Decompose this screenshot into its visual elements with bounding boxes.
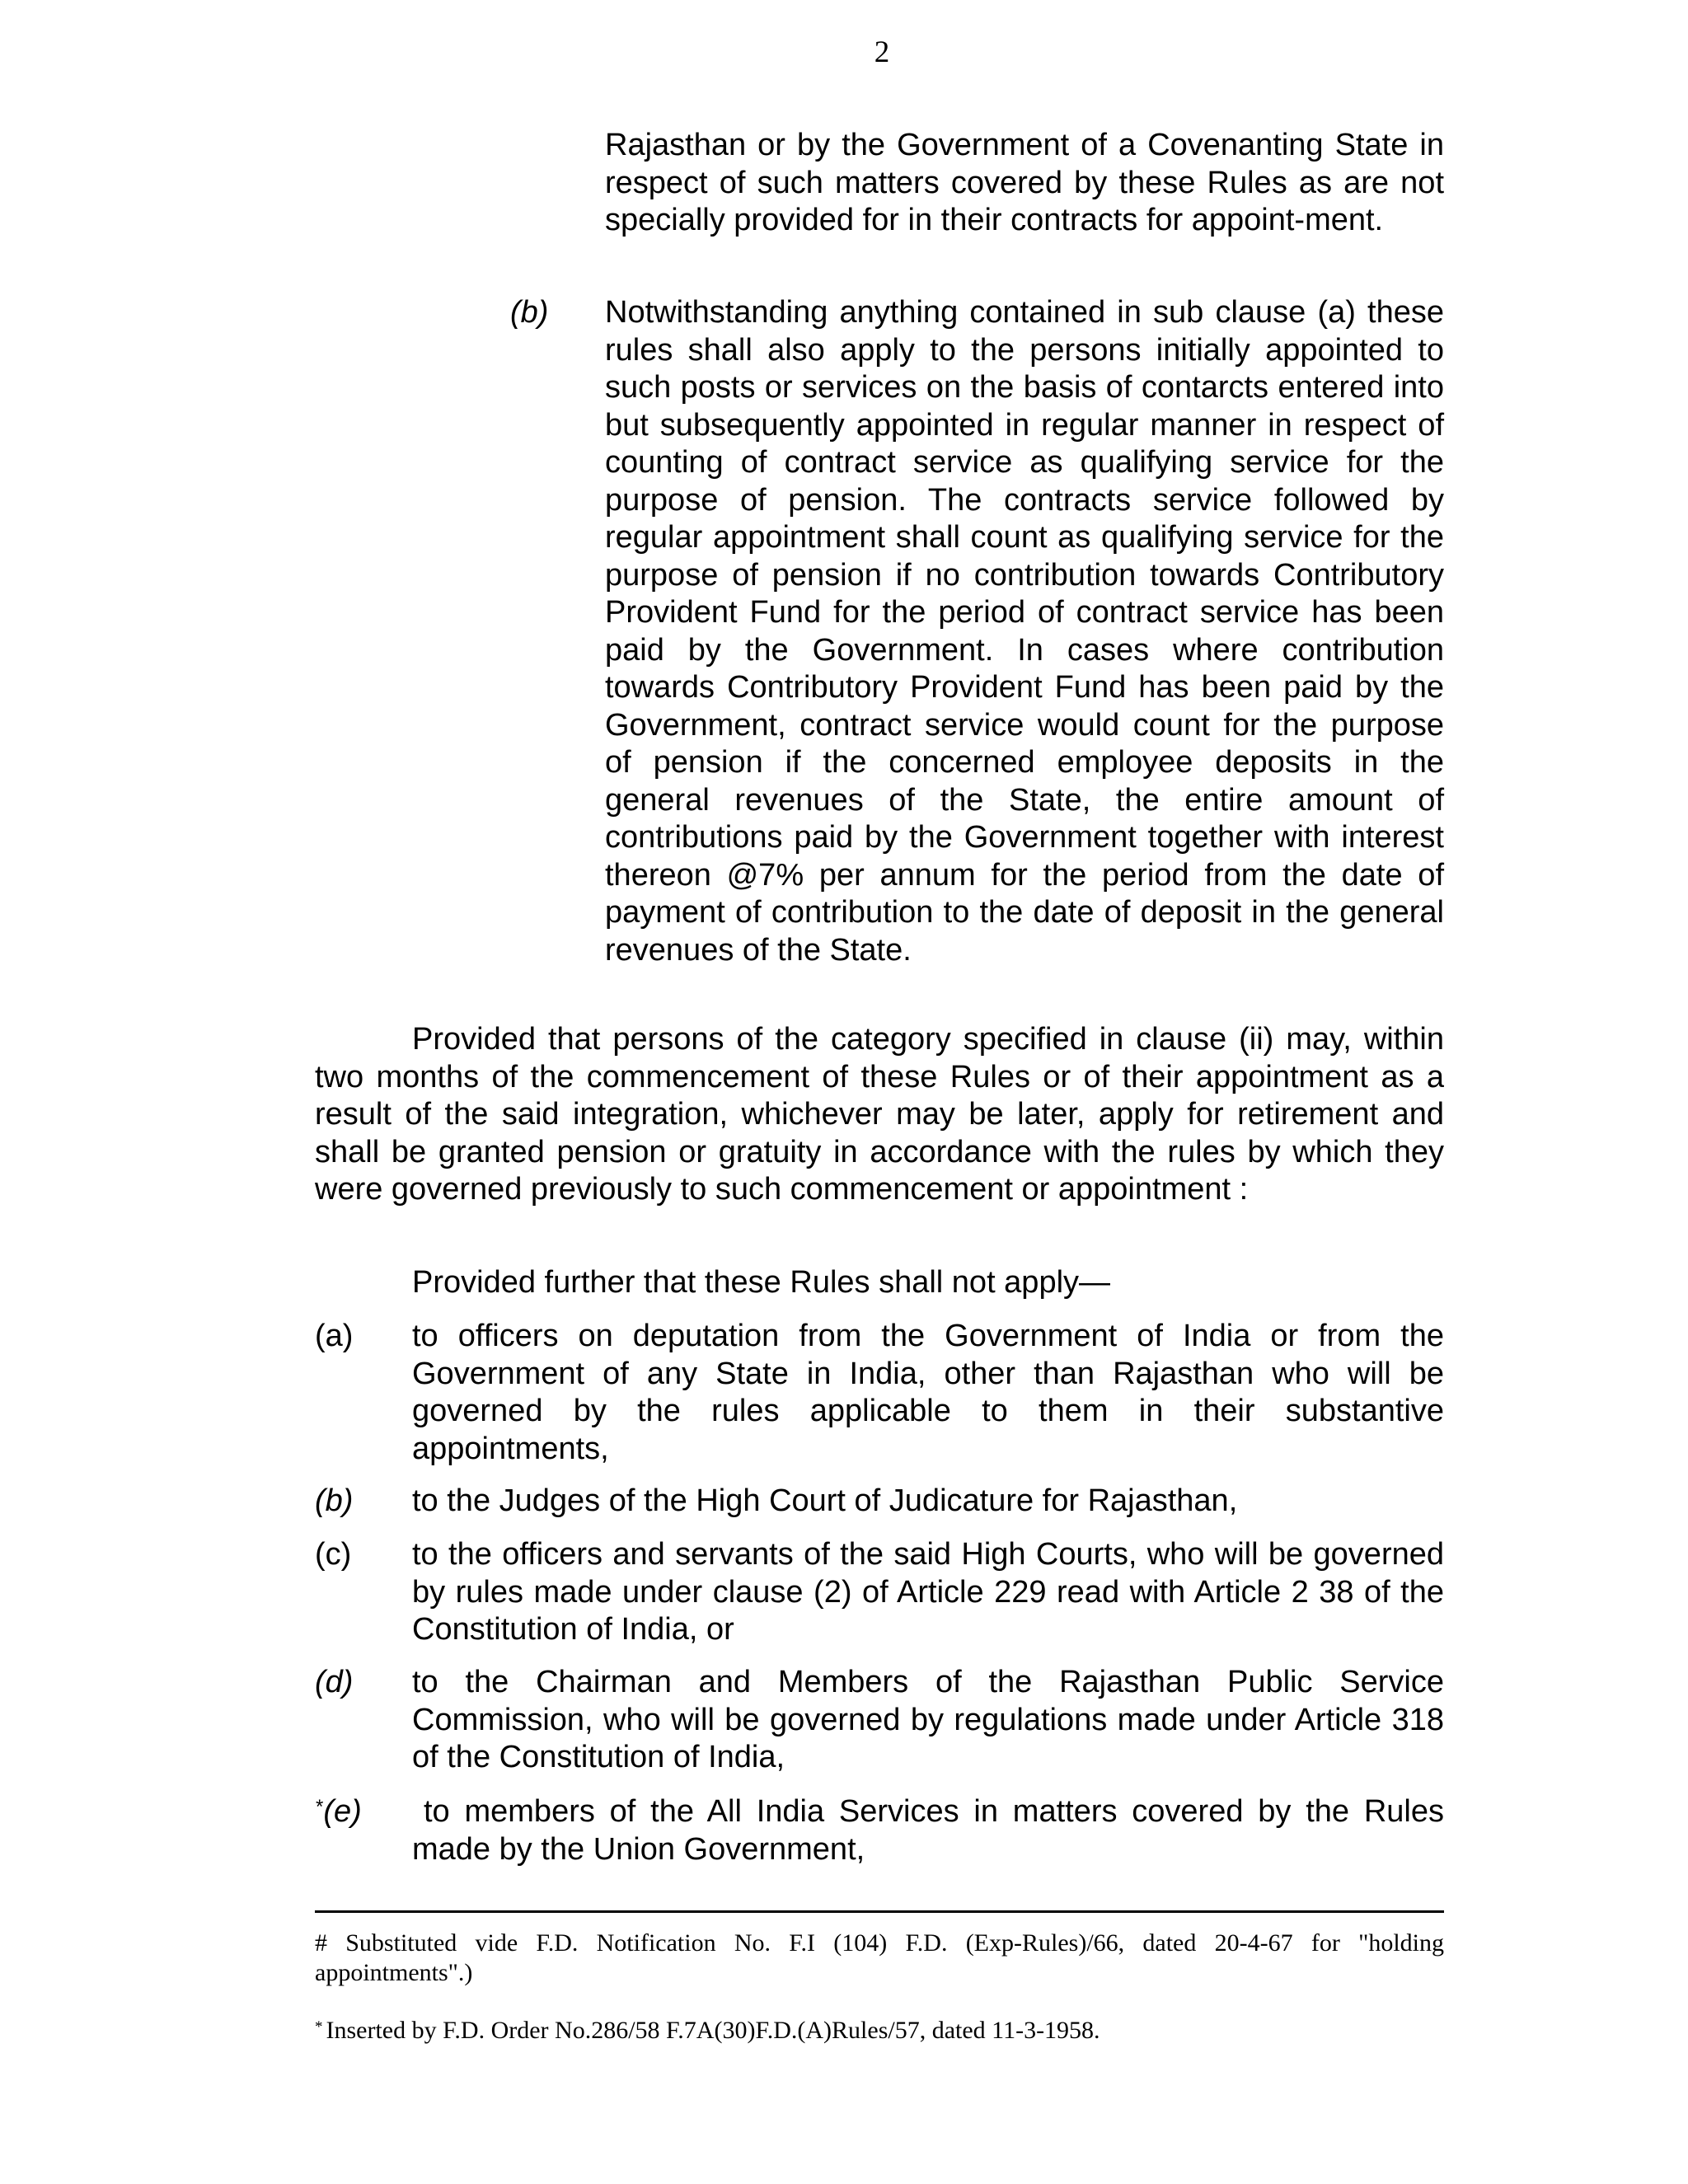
exclusion-e-marker: * [315, 1796, 323, 1818]
footnote-hash: # Substituted vide F.D. Notification No. F.I (104) F.D. (Exp-Rules)/66, dated 20-4-67 for "holding appointments".) [315, 1929, 1444, 1986]
clause-b-text: Notwithstanding anything contained in sub clause (a) these rules shall also apply to the persons initially appointed to such posts or services on the basis of contarcts entered into but subsequently appointed in regular manner in respect of counting of contract service as qualifying service for the purpose of pension. The contracts service followed by regular appointment shall count as qualifying service for the purpose of pension if no contribution towards Contributory Provident Fund for the period of contract service has been paid by the Government. In cases where contribution towards Contributory Provident Fund has been paid by the Government, contract service would count for the purpose of pension if the concerned employee deposits in the general revenues of the State, the entire amount of contributions paid by the Government together with interest thereon @7% per annum for the period from the date of payment of contribution to the date of deposit in the general revenues of the State. [605, 295, 1444, 968]
page-number: 2 [874, 35, 890, 69]
exclusion-c-label: (c) [315, 1537, 352, 1572]
exclusion-b-text: to the Judges of the High Court of Judicature for Rajasthan, [412, 1483, 1238, 1518]
footnote-star-marker: * [315, 2018, 323, 2036]
proviso-2-text: Provided further that these Rules shall not apply— [412, 1265, 1111, 1300]
clause-b-label: (b) [510, 295, 549, 330]
exclusion-a-label: (a) [315, 1319, 354, 1353]
clause-a-continued-text: Rajasthan or by the Government of a Covenanting State in respect of such matters covered by these Rules as are not specially provided for in their contracts for appoint-ment. [605, 128, 1444, 237]
proviso-1-text: Provided that persons of the category specified in clause (ii) may, within two months of the commencement of these Rules or of their appointment as a result of the said integration, whichever may be later, apply for retirement and shall be granted pension or gratuity in accordance with the rules by which they were governed previously to such commencement or appointment : [315, 1022, 1444, 1207]
exclusion-b-label: (b) [315, 1483, 354, 1518]
exclusion-d-text: to the Chairman and Members of the Rajasthan Public Service Commission, who will be governed by regulations made under Article 318 of the Constitution of India, [412, 1665, 1444, 1774]
footnote-separator [315, 1910, 1444, 1913]
exclusion-d-label: (d) [315, 1665, 354, 1699]
exclusion-e-label: (e) [323, 1794, 362, 1829]
exclusion-e-text: to members of the All India Services in matters covered by the Rules made by the Union Government, [412, 1794, 1444, 1867]
exclusion-c-text: to the officers and servants of the said High Courts, who will be governed by rules made under clause (2) of Article 229 read with Article 2 38 of the Constitution of India, or [412, 1537, 1444, 1647]
exclusion-a-text: to officers on deputation from the Government of India or from the Government of any State in India, other than Rajasthan who will be governed by the rules applicable to them in their substantive appointments, [412, 1319, 1444, 1466]
footnote-star [315, 2016, 1444, 2046]
exclusion-e-label-wrap [315, 1793, 362, 1831]
footnote-star-text: Inserted by F.D. Order No.286/58 F.7A(30)F.D.(A)Rules/57, dated 11-3-1958. [326, 2017, 1100, 2044]
